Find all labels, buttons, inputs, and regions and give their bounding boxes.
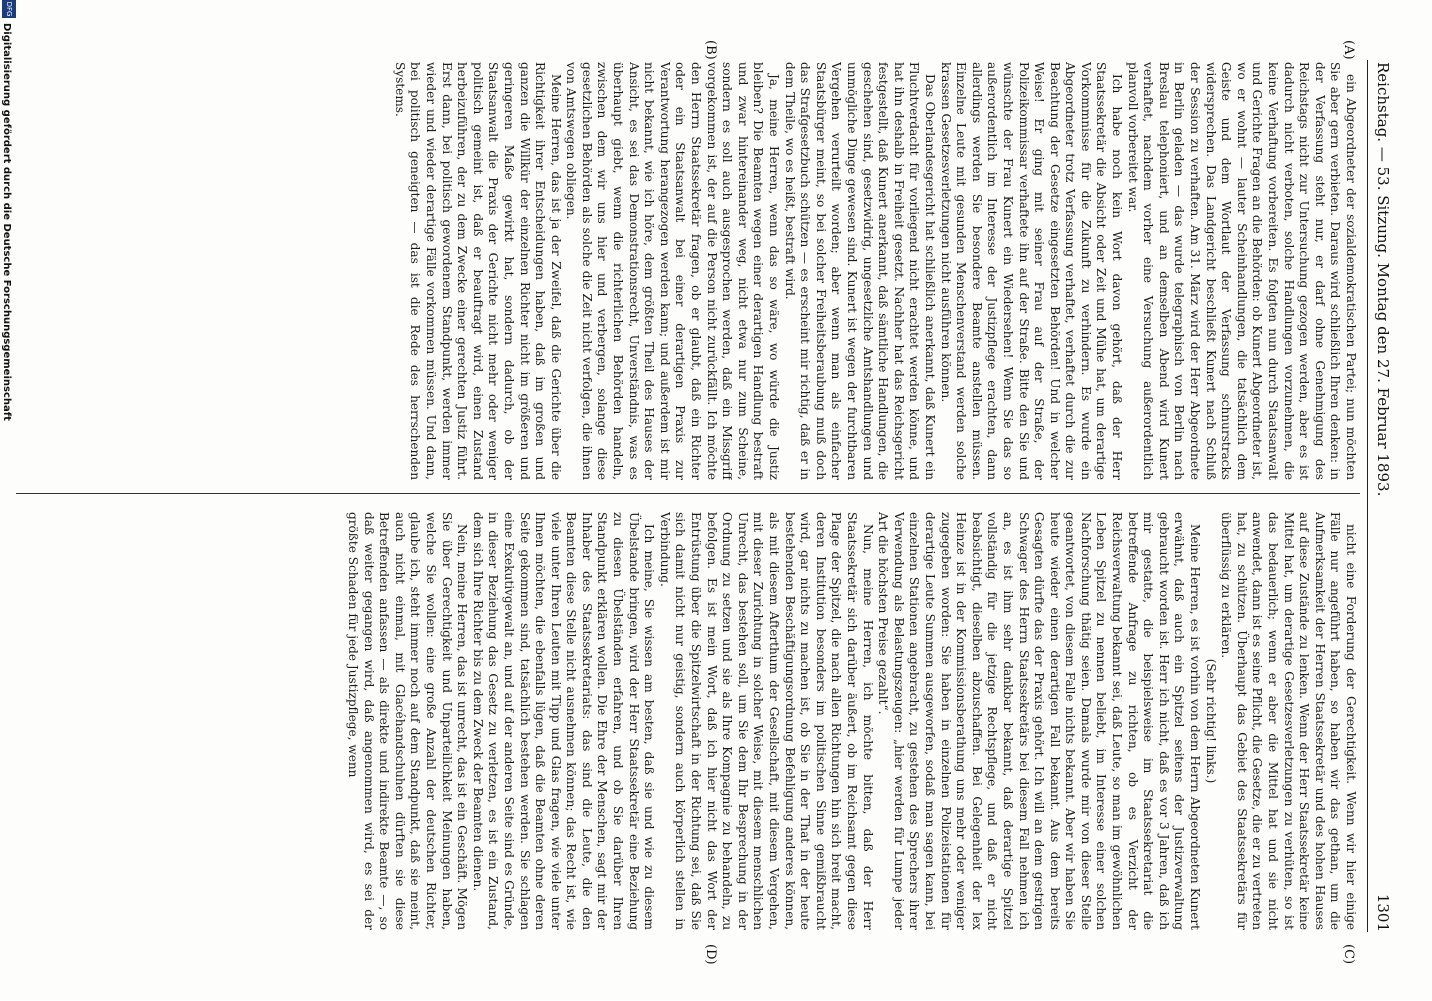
margin-marker-c: (C) xyxy=(1341,944,1356,965)
margin-marker-b: (B) xyxy=(703,40,718,60)
paragraph: Das Oberlandesgericht hat schließlich anerkannt, daß Kunert ein Fluchtverdacht für vorliegend nicht erachtet werden könne, und hat ihn deshalb in Freiheit gesetzt. Nachher hat das Reichsgericht festgestellt, daß Kunert anerkannt, daß sämtliche Handlungen, die geschehen sind, gesetzwidrig, ungesetzliche Amtshandlungen und unmögliche Dinge gewesen sind. Kunert ist wegen der furchtbaren Vergehen verurteilt worden; aber wenn man als einfacher Staatsbürger meint, so bei solcher Freiheitsberaubung muß doch das Strafgesetzbuch schützen — es erscheint mir richtig, daß er in dem Theile, wo es heißt, bestraft wird. xyxy=(782,62,937,480)
paragraph: Nein, meine Herren, das ist unrecht, das ist ein Geschäft. Mögen Sie über Gerechtigkeit und Unparteilichkeit Meinungen haben, welche Sie wollen: eine große Anzahl der deutschen Richter, glaube ich, steht immer noch auf dem Standpunkt, daß sie meint, auch nicht einmal, mit Glacéhandschuhen dürften sie diese Betreffenden anfassen — als direkte und indirekte Beamte —, so daß weiter gegangen wird, daß angenommen wird, es sei der größte Schaden für jede Justizpflege, wenn xyxy=(346,512,470,930)
paragraph: Meine Herren, es ist vorhin von dem Herrn Abgeordneten Kunert erwähnt, daß auch ein Spitzel seitens der Justizverwaltung gebraucht worden ist. Herr ich nicht, daß es vor 3 Jahren, daß ich mir gestatte, die beispielsweise im Staatssekretariat die betreffende Anfrage zu richten, ob es Verzicht der Reichsverwaltung bekannt sei, daß Leute, so man im gewöhnlichen Leben Spitzel zu nennen beliebt, im Interesse einer solchen Nachforschung thätig seien. Damals wurde mir von dieser Stelle geantwortet, von diesem Falle nichts bekannt. Aber wir haben Sie heute wieder einen derartigen Fall bekannt. Aus dem bereits Gesagten dürfte das der Praxis gehört. Ich will an dem gestrigen Schwager des Herrn Staatssekretärs bei diesem Fall nehmen ich an, es ist ihm sehr dankbar bekannt, daß derartige Spitzel vollständig für die jetzige Rechtspflege, und daß er nicht beabsichtigt, dieselben abzuschaffen. Bei Gelegenheit der lex Heinze ist in der Kommissionsberathung uns mehr oder weniger zugegeben worden: Sie haben in einzelnen Polizeistationen für derartige Leute Summen ausgeworfen, sodaß man sagen kann, bei einzelnen Stationen angebracht, zu gestehen des Sprechers ihrer Verwendung als Belastungszeugen: „hier werden für Lumpe jeder Art die höchsten Preise gezahlt“. xyxy=(876,512,1203,930)
page-number: 1301 xyxy=(1374,893,1392,932)
paragraph: Ich habe noch kein Wort davon gehört, daß der Herr Staatssekretär die Absicht oder Zeit und Mühe hat, um derartige Vorkommnisse für die Zukunft zu verhindern. Es wurde ein Abgeordneter trotz Verfassung verhaftet, verhaftet durch die zur Beachtung der Gesetze eingesetzten Behörden! Und in welcher Weise! Er ging mit seiner Frau auf der Straße, der Polizeikommissar verhaftete ihn auf der Straße. Bitte den Sie und wünschte der Frau Kunert ein Wiedersehen! Wenn Sie das so außerordentlich im Interesse der Justizpflege erachten, dann allerdings werden Sie besondere Beamte anstellen müssen. Einzelne Leute mit gesunden Menschenverstand werden solche krassen Gesetzesverletzungen nicht ausführen können. xyxy=(938,62,1125,480)
digitization-credit xyxy=(1,1,12,1001)
left-text-column xyxy=(18,62,1358,480)
right-text-column xyxy=(18,512,1358,930)
paragraph: Meine Herren, das ist ja der Zweifel, daß die Gerichte über die Richtigkeit ihrer Entscheidungen haben, daß im großen und ganzen die Willkür der einzelnen Richter nicht im größeren und geringeren Maße gewirkt hat, sondern dadurch, ob der Staatsanwalt die Praxis der Gerichte nicht mehr oder weniger politisch gemeint ist, daß er beauftragt wird, einen Zustand herbeizuführen, der zu dem Zwecke einer gerechten Justiz führt. Erst dann, bei politisch gewordenem Standpunkt, werden immer wieder und wieder derartige Fälle vorkommen müssen. Und dann, bei politisch geneigten — das ist die Rede des herrschenden Systems. xyxy=(392,62,563,480)
paragraph: Ja, meine Herren, wenn das so wäre, wo würde die Justiz bleiben? Die Beamten wegen einer derartigen Handlung bestraft und zwar hintereinander weg, nicht etwa nur zum Scheine, sondern es soll auch ausgesprochen werden, daß ein Missgriff vorgekommen ist, der auf die Person nicht zurückfällt. Ich möchte den Herrn Staatssekretär fragen, ob er glaubt, daß ein Richter oder ein Staatsanwalt bei einer derartigen Praxis zur Verantwortung herangezogen werden kann; und außerdem ist mir nicht bekannt, wie ich höre, dem größten Theil des Hauses der Ansicht, es sei das Demonstrationsrecht, Unverständnis, was es überhaupt giebt, wenn die richterlichen Behörden handeln, zwischen dem wir uns hier und verbergen, solange diese gesetzlichen Behörden als solche die Zeit nicht verfolgen, die ihnen von Amtswegen obliegen. xyxy=(564,62,782,480)
margin-marker-a: (A) xyxy=(1341,40,1356,60)
page-header xyxy=(1368,62,1396,932)
paragraph: Ich meine, Sie wissen am besten, daß sie und wie zu diesem Übelstande bringen, wird der Herr Staatssekretär eine Beziehung zu diesen Übelständen erfahren, und ob Sie darüber Ihren Standpunkt erklären wollen. Die Ehre der Menschen, sagt mir der Inhaber des Staatssekretariats: das sind die Leute, die den Beamten diese Stelle nicht ausnehmen können; das Recht ist, wie viele unter Ihren Leuten mit Tipp und Glas fragen, wie viele unter Ihnen möchten, die ebenfalls lügen, daß die Beamten ohne deren Seite gekommen sind, tatsächlich bestehen werden. Sie schlagen eine Exekutivgewalt an, und auf der anderen Seite sind es Gründe, in dieser Beziehung das Gesetz zu verletzen, es ist ein Zustand, dem sich Ihre Richter bis zu dem Zweck der Beamten dienen. xyxy=(470,512,657,930)
paragraph: nicht eine Forderung der Gerechtigkeit. Wenn wir hier einige Fälle nur angeführt haben, so haben wir das gethan, um die Aufmerksamkeit der Herren Staatssekretär und des hohen Hauses auf diese Zustände zu lenken. Wenn der Herr Staatssekretär keine Mittel hat, um derartige Gesetzesverletzungen zu verhüten, so ist das bedauerlich; wenn er aber die Mittel hat und sie nicht anwendet, dann ist es seine Pflicht, die Gesetze, die er zu vertreten hat, zu schützen. Überhaupt das Gebiet des Staatssekretärs für überflüssig zu erklären. xyxy=(1219,512,1358,930)
running-title: Reichstag. — 53. Sitzung. Montag den 27. Februar 1893. xyxy=(1374,62,1392,497)
margin-marker-d: (D) xyxy=(703,944,718,965)
paragraph: ein Abgeordneter der sozialdemokratischen Partei; nun möchten Sie aber gern verbieten. Daraus wird schließlich Ihren denken: in der Verfassung steht nur, er darf ohne Genehmigung des Reichstags nicht zur Untersuchung gezogen werden, aber es ist dadurch nicht verboten, solche Handlungen vorzunehmen, die keine Verhaftung vorbereiten. Es folgten nun durch Staatsanwalt und Gerichte Fragen an die Behörden: ob Kunert Abgeordneter ist, wo er wohnt — lauter Scheinhandlungen, die tatsächlich dem Geiste und dem Wortlaut der Verfassung schnurstracks widersprechen. Das Landgericht beschließt Kunert nach Schluß der Session zu verhaften. Am 31. März wird der Herr Abgeordnete in Berlin geladen — das wurde telegraphisch von Berlin nach Breslau telephoniert, und an demselben Abend wird Kunert verhaftet, nachdem vorher eine Versuchung außerordentlich planvoll vorbereitet war. xyxy=(1125,62,1358,480)
header-rule xyxy=(1367,60,1368,932)
interjection: (Sehr richtig! links.) xyxy=(1203,658,1218,784)
paragraph: Nun, meine Herren, ich möchte bitten, daß der Herr Staatssekretär sich darüber äußert, ob im Reichsamt gegen diese Plage der Spitzel, die nach allen Richtungen hin sich breit macht, deren Institution besonders im politischen Sinne gemißbraucht wird, gar nichts zu machen ist, ob Sie in der That in der heute bestehenden Beschäftigungsordnung Befehligung anderes können, als mit diesem Afterthum der Gesellschaft, mit diesem Vergehen, mit dieser Zurichtung in solcher Weise, mit diesem menschlichen Unrecht, das bestehen soll, um Sie dem Ihr Besprechung in der Ordnung zu setzen und sie als Ihre Kompagnie zu behandeln, zu befolgen. Es ist mein Wort, daß ich hier nicht das Wort der Entrüstung über die Spitzelwirtschaft in der Richtung sei, daß Sie sich damit nicht nur geistig, sondern auch körperlich stellen in Verbindung. xyxy=(657,512,875,930)
credit-text: Digitalisierung gefördert durch die Deutsche Forschungsgemeinschaft xyxy=(1,23,12,421)
column-divider xyxy=(16,493,1360,494)
dfg-logo: DFG xyxy=(2,0,16,18)
